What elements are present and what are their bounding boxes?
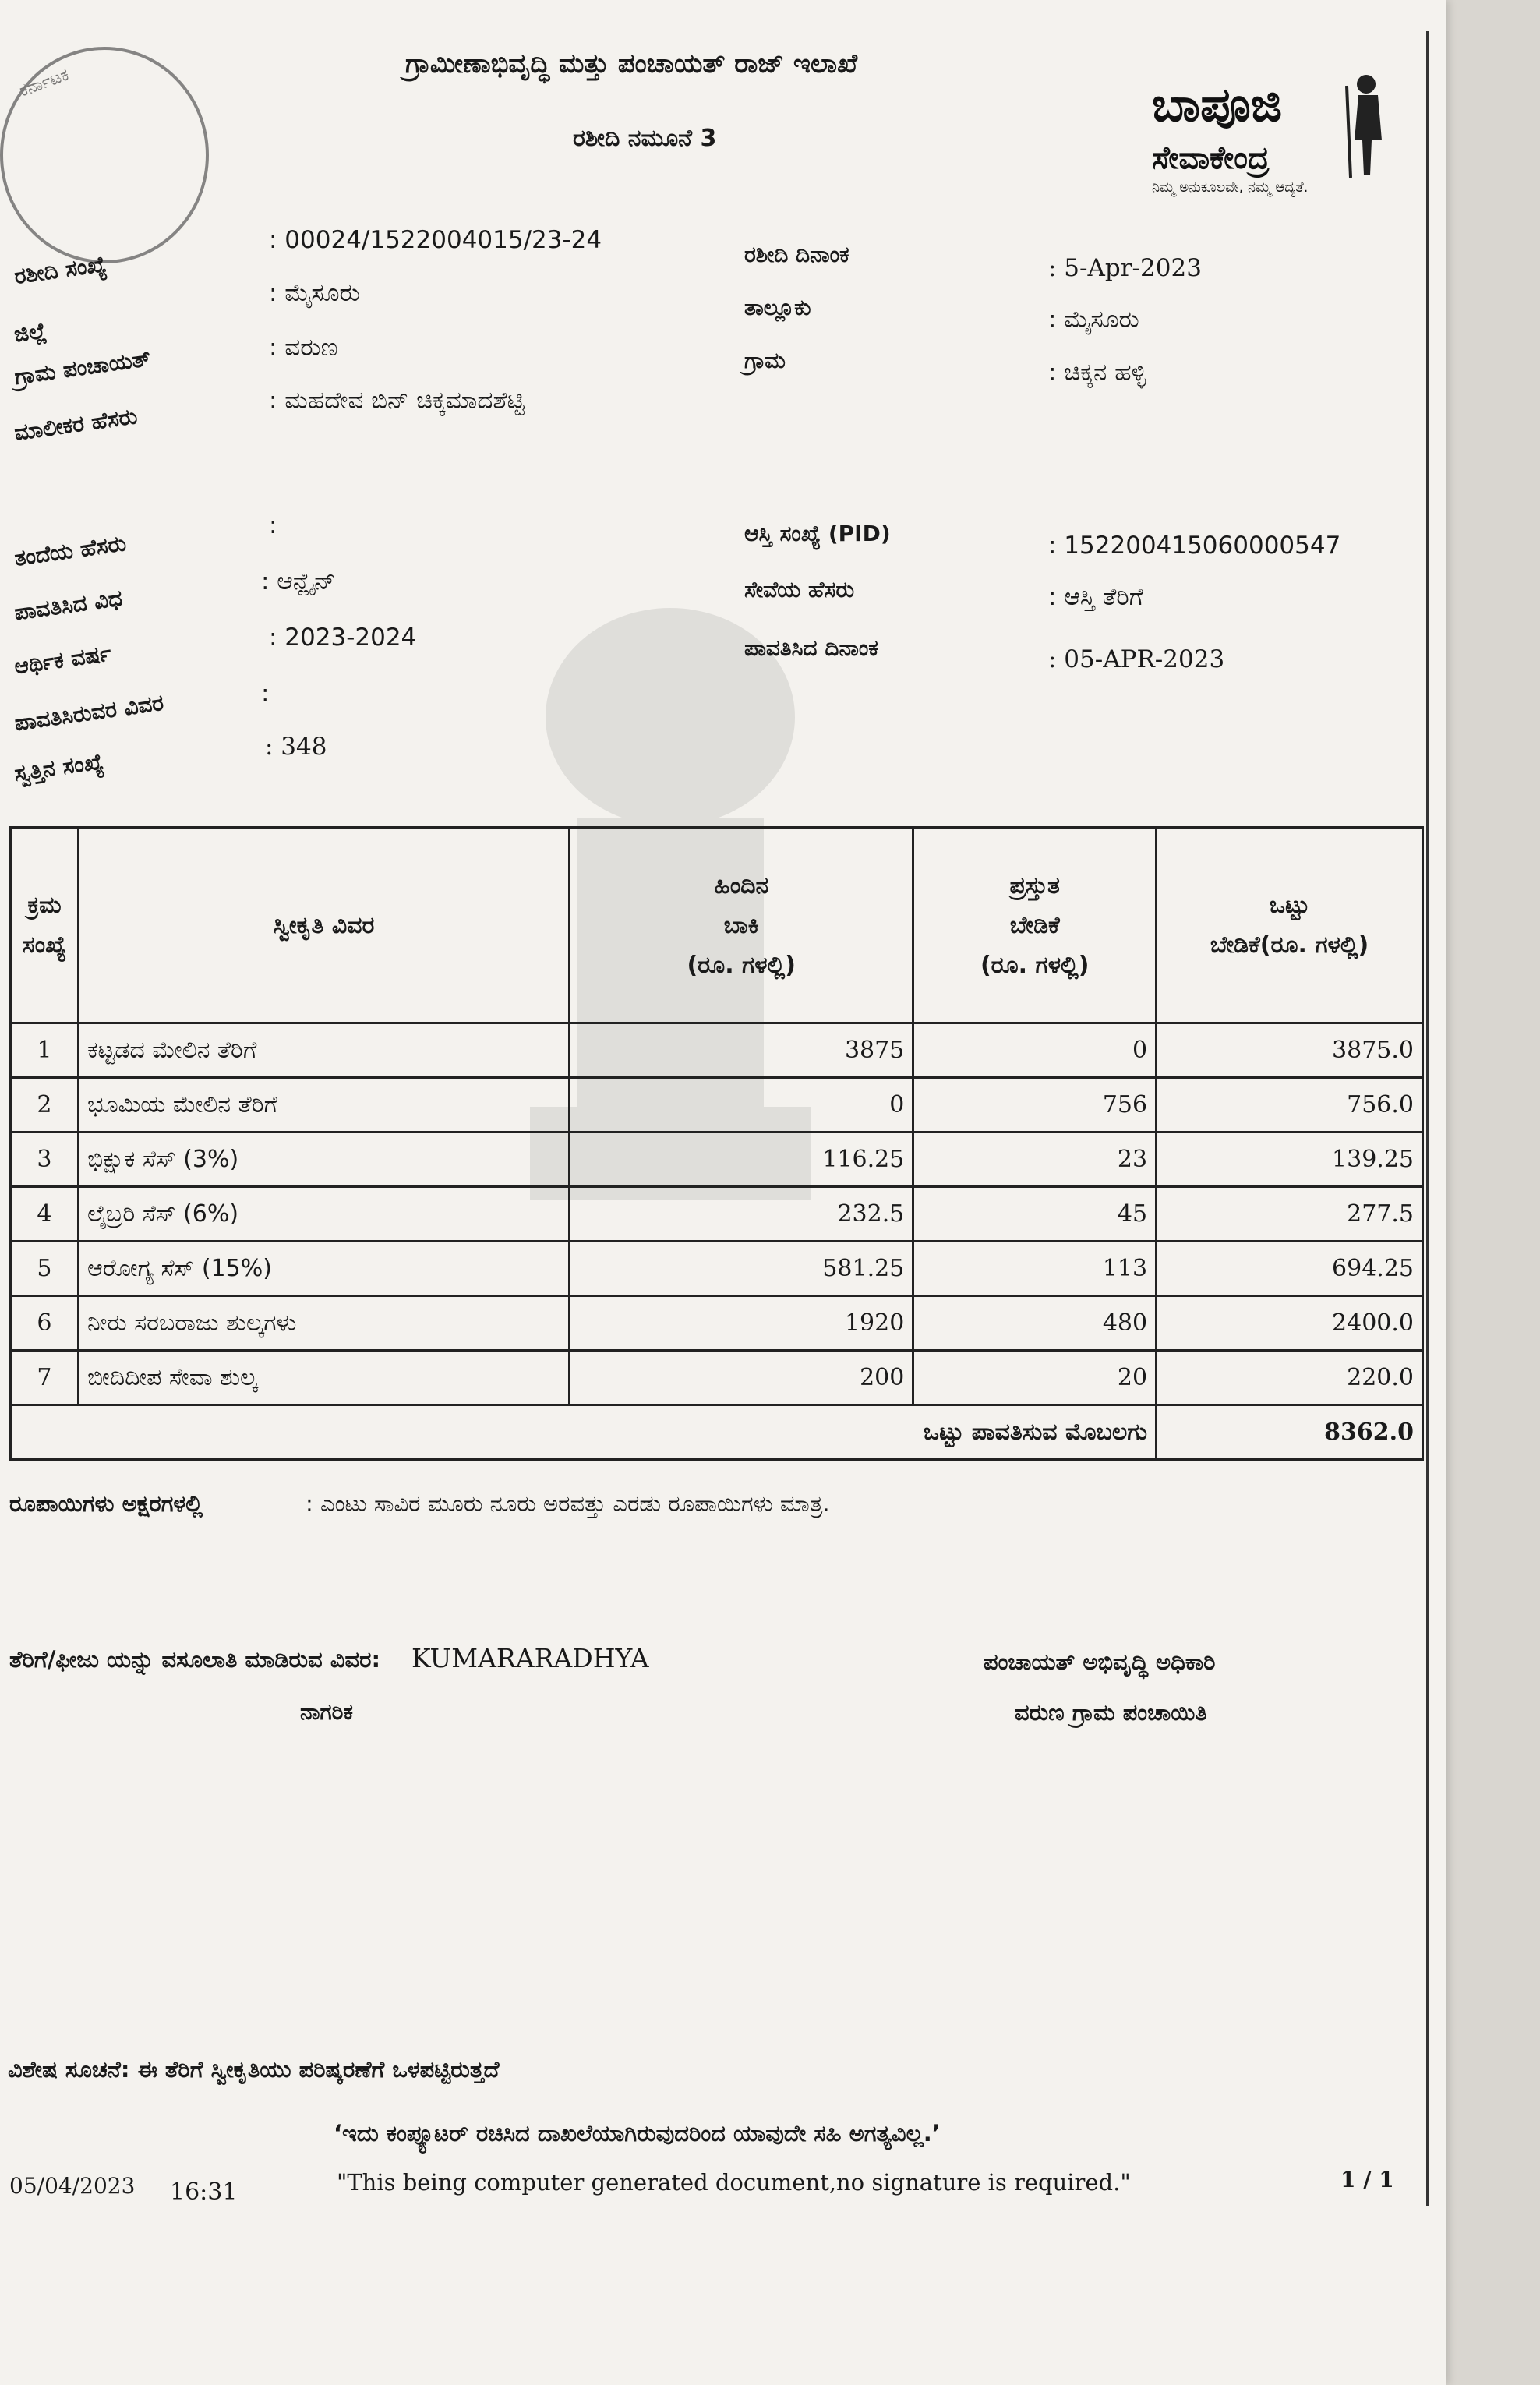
col-header-total	[1157, 828, 1423, 1023]
father-name-value: :	[269, 511, 277, 539]
district-label: ಜಿಲ್ಲೆ	[12, 317, 48, 348]
col-header-prev	[570, 828, 913, 1023]
father-name-label: ತಂದೆಯ ಹೆಸರು	[12, 530, 128, 571]
amount-words-label: ರೂಪಾಯಿಗಳು ಅಕ್ಷರಗಳಲ್ಲಿ	[9, 1490, 203, 1517]
pid-label: ಆಸ್ತಿ ಸಂಖ್ಯೆ (PID)	[744, 521, 891, 546]
payment-date-label: ಪಾವತಿಸಿದ ದಿನಾಂಕ	[744, 635, 878, 661]
col-header-sl	[11, 828, 79, 1023]
row-cur: 20	[913, 1351, 1157, 1405]
village-value: : ಚಿಕ್ಕನ ಹಳ್ಳಿ	[1048, 359, 1146, 387]
special-note: ವಿಶೇಷ ಸೂಚನೆ: ಈ ತೆರಿಗೆ ಸ್ವೀಕೃತಿಯು ಪರಿಷ್ಕರಣೆಗೆ ಒಳಪಟ್ಟಿರುತ್ತದೆ	[8, 2056, 500, 2083]
logo-tagline: ನಿಮ್ಮ ಅನುಕೂಲವೇ, ನಮ್ಮ ಆದ್ಯತೆ.	[1152, 179, 1309, 196]
row-desc: ಭೂಮಿಯ ಮೇಲಿನ ತೆರಿಗೆ	[78, 1078, 569, 1132]
government-seal-icon	[0, 47, 209, 263]
col-header-sl-line1: ಕ್ರಮ	[27, 892, 62, 919]
row-total: 694.25	[1157, 1242, 1423, 1296]
fee-table	[9, 826, 1424, 1461]
table-row	[11, 1132, 1423, 1187]
receipt-number-label: ರಶೀದಿ ಸಂಖ್ಯೆ	[12, 250, 108, 290]
row-total: 3875.0	[1157, 1023, 1423, 1078]
kannada-disclaimer: ‘ಇದು ಕಂಪ್ಯೂಟರ್ ರಚಿಸಿದ ದಾಖಲೆಯಾಗಿರುವುದರಿಂದ ಯಾವುದೇ ಸಹಿ ಅಗತ್ಯವಿಲ್ಲ.’	[334, 2120, 941, 2146]
col-header-cur-line1: ಪ್ರಸ್ತುತ	[1009, 871, 1060, 899]
gram-panchayat-label: ಗ್ರಾಮ ಪಂಚಾಯತ್	[12, 344, 153, 390]
form-title: ರಶೀದಿ ನಮೂನೆ 3	[573, 125, 717, 152]
village-label: ಗ್ರಾಮ	[744, 348, 786, 373]
row-cur: 45	[913, 1187, 1157, 1242]
col-header-prev-line3: (ರೂ. ಗಳಲ್ಲಿ)	[687, 951, 796, 979]
row-cur: 23	[913, 1132, 1157, 1187]
col-header-total-line2: ಬೇಡಿಕೆ(ರೂ. ಗಳಲ್ಲಿ)	[1210, 931, 1369, 959]
gandhi-figure-icon	[1323, 70, 1401, 179]
row-desc: ಕಟ್ಟಡದ ಮೇಲಿನ ತೆರಿಗೆ	[78, 1023, 569, 1078]
row-sl: 4	[11, 1187, 79, 1242]
payment-mode-value: : ಆನ್ಲೈನ್	[261, 567, 336, 595]
row-total: 2400.0	[1157, 1296, 1423, 1351]
logo-name: ಬಾಪೂಜಿ	[1152, 78, 1283, 132]
pid-value: : 152200415060000547	[1048, 532, 1341, 560]
bapuji-logo	[1152, 70, 1409, 203]
row-prev: 3875	[570, 1023, 913, 1078]
service-name-value: : ಆಸ್ತಿ ತೆರಿಗೆ	[1048, 583, 1143, 611]
table-row	[11, 1187, 1423, 1242]
row-prev: 232.5	[570, 1187, 913, 1242]
owner-name-label: ಮಾಲೀಕರ ಹೆಸರು	[12, 403, 140, 446]
collector-role: ನಾಗರಿಕ	[300, 1699, 353, 1725]
row-sl: 7	[11, 1351, 79, 1405]
gram-panchayat-value: : ವರುಣ	[269, 334, 338, 362]
table-row	[11, 1242, 1423, 1296]
english-disclaimer: "This being computer generated document,no signature is required."	[337, 2169, 1131, 2196]
taluk-value: : ಮೈಸೂರು	[1048, 306, 1139, 334]
payment-date-value: : 05-APR-2023	[1048, 645, 1225, 673]
receipt-date-label: ರಶೀದಿ ದಿನಾಂಕ	[744, 242, 849, 267]
property-number-label: ಸ್ವತ್ತಿನ ಸಂಖ್ಯೆ	[12, 748, 105, 786]
print-date: 05/04/2023	[9, 2173, 136, 2199]
table-total-row	[11, 1405, 1423, 1460]
col-header-cur-line2: ಬೇಡಿಕೆ	[1009, 911, 1060, 939]
print-time: 16:31	[170, 2178, 238, 2206]
amount-words-value: : ಎಂಟು ಸಾವಿರ ಮೂರು ನೂರು ಅರವತ್ತು ಎರಡು ರೂಪಾಯಿಗಳು ಮಾತ್ರ.	[306, 1490, 830, 1517]
service-name-label: ಸೇವೆಯ ಹೆಸರು	[744, 577, 855, 602]
col-header-desc: ಸ್ವೀಕೃತಿ ವಿವರ	[78, 828, 569, 1023]
collector-name: KUMARARADHYA	[411, 1643, 649, 1673]
row-cur: 0	[913, 1023, 1157, 1078]
officer-title: ಪಂಚಾಯತ್ ಅಭಿವೃದ್ಧಿ ಅಧಿಕಾರಿ	[984, 1648, 1216, 1675]
page-number: 1 / 1	[1340, 2167, 1394, 2192]
table-row	[11, 1023, 1423, 1078]
col-header-cur	[913, 828, 1157, 1023]
row-sl: 5	[11, 1242, 79, 1296]
row-cur: 113	[913, 1242, 1157, 1296]
row-cur: 480	[913, 1296, 1157, 1351]
row-prev: 200	[570, 1351, 913, 1405]
row-desc: ಲೈಬ್ರರಿ ಸೆಸ್ (6%)	[78, 1187, 569, 1242]
taluk-label: ತಾಲ್ಲೂಕು	[744, 295, 811, 320]
table-row	[11, 1078, 1423, 1132]
row-total: 139.25	[1157, 1132, 1423, 1187]
row-prev: 0	[570, 1078, 913, 1132]
col-header-total-line1: ಒಟ್ಟು	[1269, 892, 1310, 919]
property-number-value: : 348	[265, 733, 327, 761]
district-value: : ಮೈಸೂರು	[269, 279, 360, 307]
row-prev: 116.25	[570, 1132, 913, 1187]
receipt-number-value: : 00024/1522004015/23-24	[269, 226, 602, 254]
col-header-cur-line3: (ರೂ. ಗಳಲ್ಲಿ)	[980, 951, 1090, 979]
row-prev: 581.25	[570, 1242, 913, 1296]
department-title: ಗ್ರಾಮೀಣಾಭಿವೃದ್ಧಿ ಮತ್ತು ಪಂಚಾಯತ್ ರಾಜ್ ಇಲಾಖೆ	[405, 48, 858, 80]
payer-details-label: ಪಾವತಿಸಿರುವರ ವಿವರ	[12, 689, 165, 737]
payment-mode-label: ಪಾವತಿಸಿದ ವಿಧ	[12, 585, 125, 626]
receipt-date-value: : 5-Apr-2023	[1048, 254, 1202, 282]
table-row	[11, 1296, 1423, 1351]
col-header-sl-line2: ಸಂಖ್ಯೆ	[22, 931, 67, 959]
payer-details-value: :	[261, 680, 270, 708]
row-sl: 6	[11, 1296, 79, 1351]
table-row	[11, 1351, 1423, 1405]
row-desc: ಭಿಕ್ಷುಕ ಸೆಸ್ (3%)	[78, 1132, 569, 1187]
row-desc: ನೀರು ಸರಬರಾಜು ಶುಲ್ಕಗಳು	[78, 1296, 569, 1351]
seal-text: ಕರ್ನಾಟಕ	[16, 65, 72, 101]
row-sl: 2	[11, 1078, 79, 1132]
officer-office: ವರುಣ ಗ್ರಾಮ ಪಂಚಾಯಿತಿ	[1015, 1699, 1207, 1726]
row-sl: 1	[11, 1023, 79, 1078]
row-desc: ಬೀದಿದೀಪ ಸೇವಾ ಶುಲ್ಕ	[78, 1351, 569, 1405]
logo-sub: ಸೇವಾಕೇಂದ್ರ	[1152, 140, 1270, 176]
row-desc: ಆರೋಗ್ಯ ಸೆಸ್ (15%)	[78, 1242, 569, 1296]
row-total: 756.0	[1157, 1078, 1423, 1132]
financial-year-label: ಆರ್ಥಿಕ ವರ್ಷ	[12, 640, 113, 680]
row-total: 277.5	[1157, 1187, 1423, 1242]
col-header-prev-line1: ಹಿಂದಿನ	[714, 871, 769, 899]
financial-year-value: : 2023-2024	[269, 624, 417, 652]
row-prev: 1920	[570, 1296, 913, 1351]
table-header-row	[11, 828, 1423, 1023]
row-total: 220.0	[1157, 1351, 1423, 1405]
row-cur: 756	[913, 1078, 1157, 1132]
collector-label: ತೆರಿಗೆ/ಫೀಜು ಯನ್ನು ವಸೂಲಾತಿ ಮಾಡಿರುವ ವಿವರ:	[9, 1646, 381, 1673]
row-sl: 3	[11, 1132, 79, 1187]
col-header-prev-line2: ಬಾಕಿ	[723, 911, 759, 939]
owner-name-value: : ಮಹದೇವ ಬಿನ್ ಚಿಕ್ಕಮಾದಶೆಟ್ಟಿ	[269, 387, 525, 415]
total-value: 8362.0	[1157, 1405, 1423, 1460]
total-label: ಒಟ್ಟು ಪಾವತಿಸುವ ಮೊಬಲಗು	[11, 1405, 1157, 1460]
